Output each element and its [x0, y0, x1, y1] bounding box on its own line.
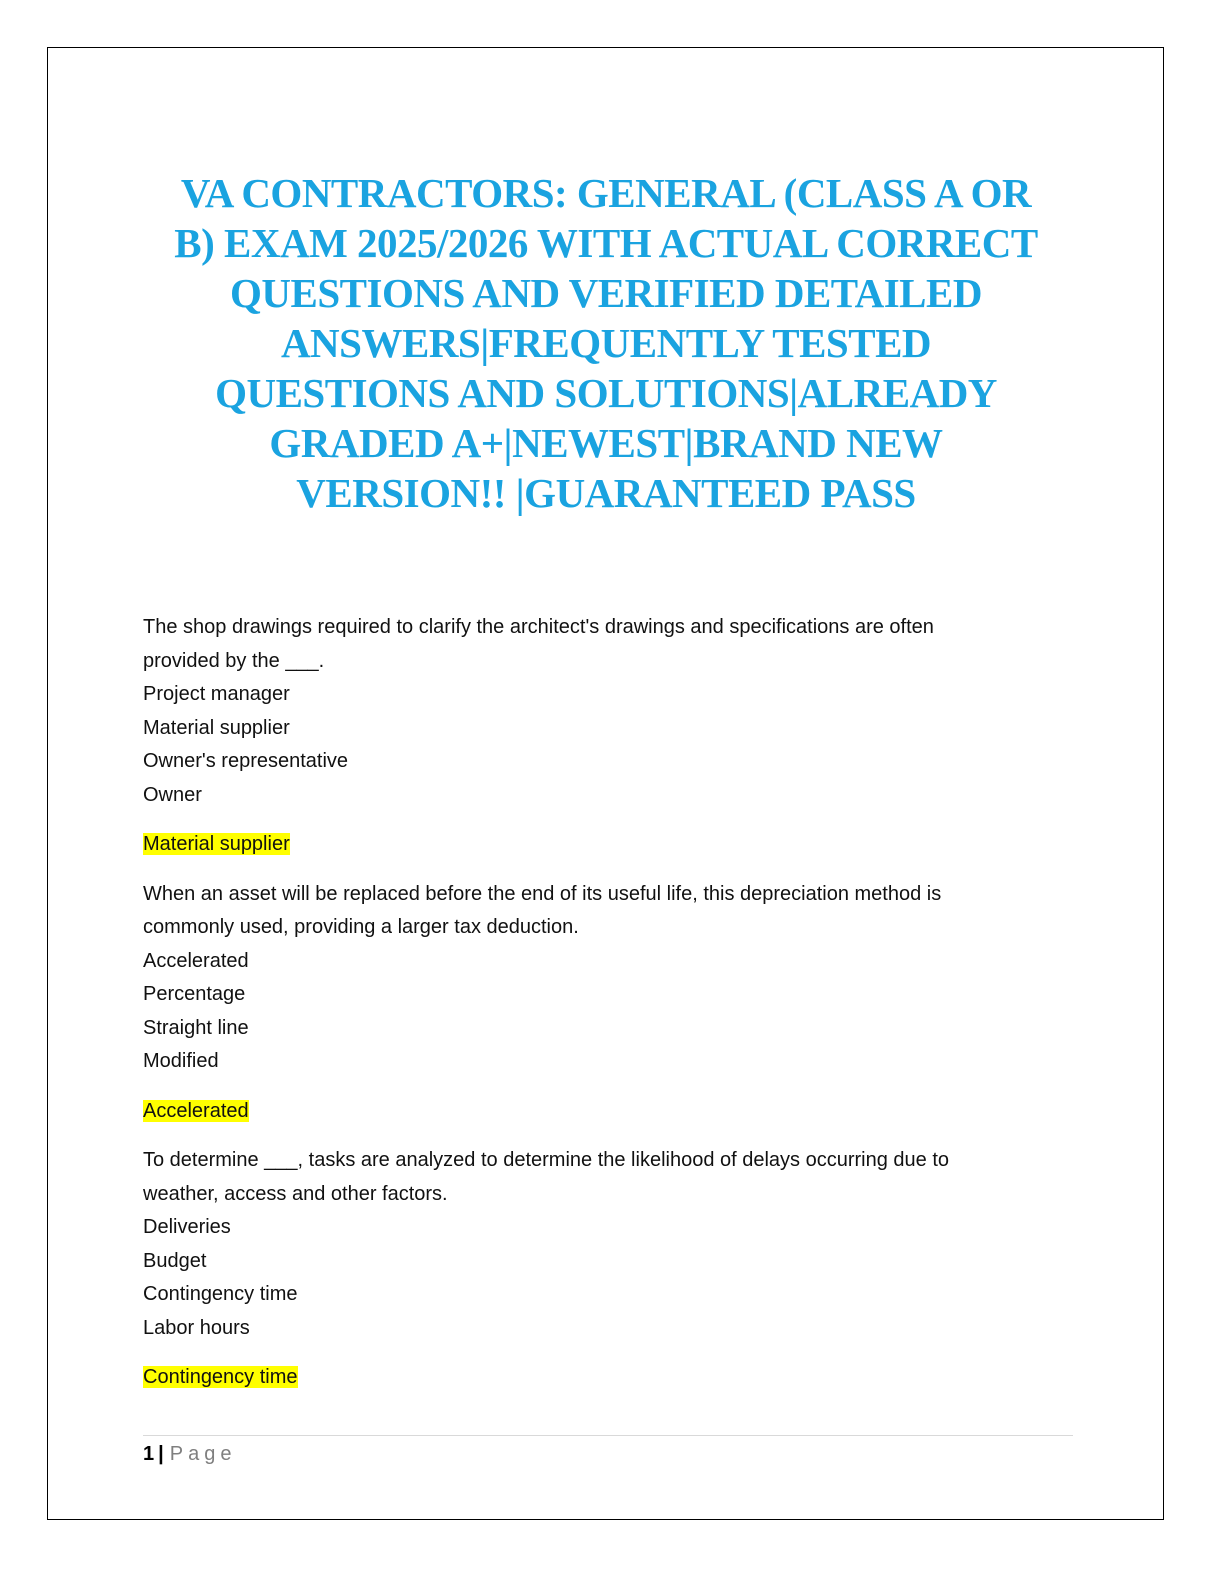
title-line: VERSION!! |GUARANTEED PASS — [296, 470, 916, 516]
question-text — [143, 1144, 1073, 1211]
option: Percentage — [143, 983, 246, 1005]
options-list — [143, 1211, 1073, 1345]
footer-divider — [143, 1435, 1073, 1436]
options-list — [143, 945, 1073, 1079]
answer-line — [143, 1361, 1073, 1395]
option: Contingency time — [143, 1283, 298, 1305]
highlighted-answer: Contingency time — [143, 1366, 298, 1388]
option: Owner's representative — [143, 750, 349, 772]
option: Project manager — [143, 683, 290, 705]
title-line: QUESTIONS AND VERIFIED DETAILED — [230, 270, 982, 316]
option: Modified — [143, 1050, 219, 1072]
qa-content — [143, 611, 1073, 1411]
question-line: To determine ___, tasks are analyzed to determine the likelihood of delays occurring due to — [143, 1149, 950, 1171]
page-footer — [143, 1440, 236, 1468]
option: Budget — [143, 1249, 207, 1272]
question-line: weather, access and other factors. — [143, 1182, 448, 1205]
page-number: 1 — [143, 1443, 155, 1465]
question-text — [143, 878, 1073, 945]
question-block-2 — [143, 878, 1073, 1129]
answer-line — [143, 1095, 1073, 1129]
title-line: B) EXAM 2025/2026 WITH ACTUAL CORRECT — [174, 220, 1038, 266]
question-block-1 — [143, 611, 1073, 862]
question-line: When an asset will be replaced before the end of its useful life, this depreciation method is — [143, 882, 942, 905]
options-list — [143, 678, 1073, 812]
option: Material supplier — [143, 716, 290, 739]
title-line: VA CONTRACTORS: GENERAL (CLASS A OR — [180, 170, 1032, 216]
title-line: QUESTIONS AND SOLUTIONS|ALREADY — [215, 370, 997, 416]
question-block-3 — [143, 1144, 1073, 1395]
question-line: provided by the ___. — [143, 649, 325, 672]
answer-line — [143, 828, 1073, 862]
footer-separator: | — [158, 1443, 164, 1465]
highlighted-answer: Accelerated — [143, 1099, 249, 1122]
option: Labor hours — [143, 1316, 250, 1339]
option: Accelerated — [143, 949, 249, 972]
highlighted-answer: Material supplier — [143, 833, 290, 855]
title-line: GRADED A+|NEWEST|BRAND NEW — [269, 420, 943, 466]
question-line: The shop drawings required to clarify the architect's drawings and specifications are often — [143, 616, 934, 638]
title-line: ANSWERS|FREQUENTLY TESTED — [280, 320, 932, 366]
option: Straight line — [143, 1016, 249, 1039]
page-label: Page — [169, 1443, 237, 1465]
option: Owner — [143, 783, 202, 806]
option: Deliveries — [143, 1216, 231, 1238]
question-line: commonly used, providing a larger tax deduction. — [143, 916, 579, 938]
question-text — [143, 611, 1073, 678]
document-title — [130, 168, 1082, 518]
